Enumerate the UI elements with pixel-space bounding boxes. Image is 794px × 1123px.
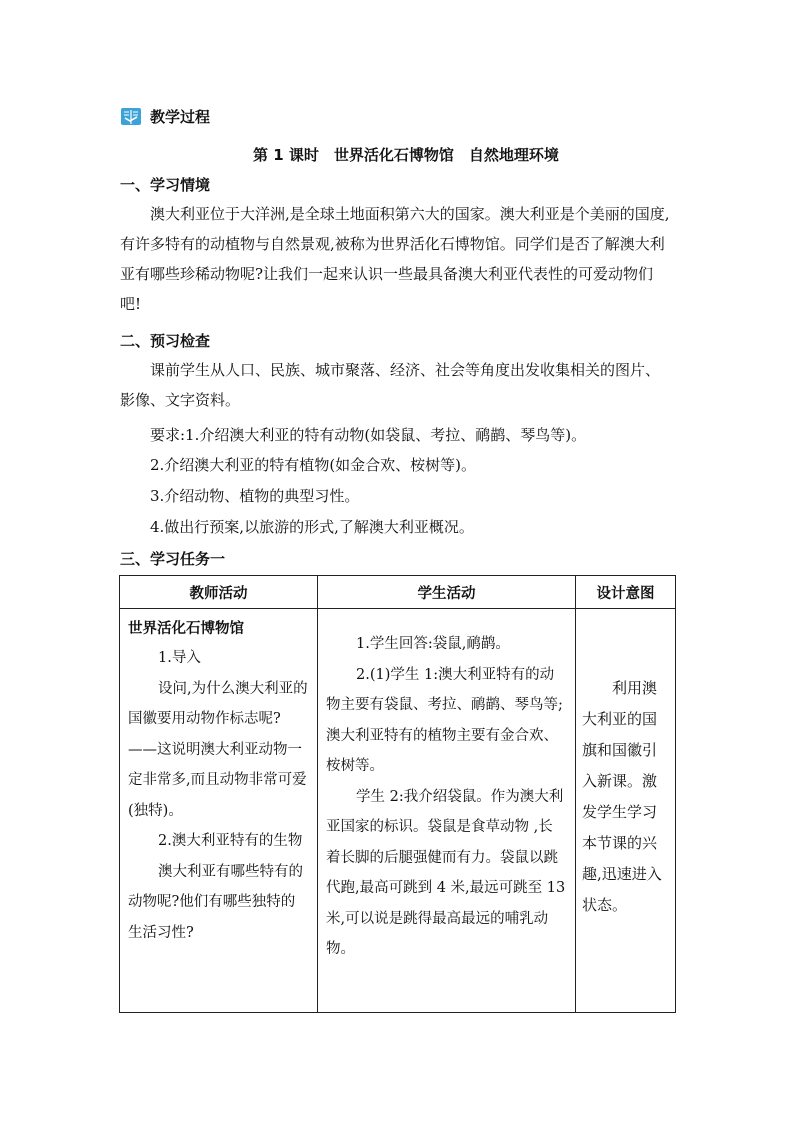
heading-learning-situation: 一、学习情境	[120, 176, 211, 194]
teaching-process-header	[120, 103, 210, 129]
student-answer-3: 学生 2:我介绍袋鼠。作为澳大利亚国家的标识。袋鼠是食草动物 ,长着长脚的后腿强健而有力。袋鼠以跳代跑,最高可跳到 4 米,最远可跳至 13 米,可以说是跳得最高最远的哺乳动物。	[326, 788, 566, 957]
requirement-3: 3.介绍动物、植物的典型习性。	[150, 487, 360, 505]
activity-table	[119, 575, 676, 1013]
book-icon	[120, 105, 142, 127]
paragraph-situation: 澳大利亚位于大洋洲,是全球土地面积第六大的国家。澳大利亚是个美丽的国度,有许多特有的动植物与自然景观,被称为世界活化石博物馆。同学们是否了解澳大利亚有哪些珍稀动物呢?让我们一起来认识一些最具备澳大利亚代表性的可爱动物们吧!	[120, 205, 670, 313]
lesson-title: 第 1 课时 世界活化石博物馆 自然地理环境	[253, 146, 559, 164]
heading-task-one: 三、学习任务一	[120, 550, 226, 568]
requirement-2: 2.介绍澳大利亚的特有植物(如金合欢、桉树等)。	[150, 456, 477, 474]
teacher-step-2-text: 澳大利亚有哪些特有的动物呢?他们有哪些独特的生活习性?	[128, 863, 303, 941]
table-row	[120, 609, 676, 1013]
teacher-step-2: 2.澳大利亚特有的生物	[158, 833, 303, 849]
design-intent-text: 利用澳大利亚的国旗和国徽引入新课。激发学生学习本节课的兴趣,迅速进入状态。	[582, 679, 662, 914]
teacher-step-1-text: 设问,为什么澳大利亚的国徽要用动物作标志呢?——这说明澳大利亚动物一定非常多,而且动物非常可爱(独特)。	[128, 680, 308, 819]
header-design-intent: 设计意图	[576, 576, 676, 609]
requirement-1: 要求:1.介绍澳大利亚的特有动物(如袋鼠、考拉、鸸鹋、琴鸟等)。	[150, 426, 587, 444]
table-header-row	[120, 576, 676, 609]
heading-preview-check: 二、预习检查	[120, 332, 211, 350]
teacher-step-1: 1.导入	[158, 650, 201, 666]
paragraph-preview: 课前学生从人口、民族、城市聚落、经济、社会等角度出发收集相关的图片、影像、文字资料。	[120, 361, 661, 409]
student-answer-2: 2.(1)学生 1:澳大利亚特有的动物主要有袋鼠、考拉、鸸鹋、琴鸟等;澳大利亚特有的植物主要有金合欢、桉树等。	[326, 666, 563, 774]
header-teacher-activity: 教师活动	[120, 576, 318, 609]
section-label: 教学过程	[150, 107, 211, 126]
header-student-activity: 学生活动	[318, 576, 576, 609]
teacher-activity-cell	[120, 609, 318, 1013]
teacher-cell-title: 世界活化石博物馆	[128, 621, 244, 637]
student-activity-cell	[318, 609, 576, 1013]
design-intent-cell	[576, 609, 676, 1013]
student-answer-1: 1.学生回答:袋鼠,鸸鹋。	[356, 636, 510, 652]
requirement-4: 4.做出行预案,以旅游的形式,了解澳大利亚概况。	[150, 518, 474, 536]
